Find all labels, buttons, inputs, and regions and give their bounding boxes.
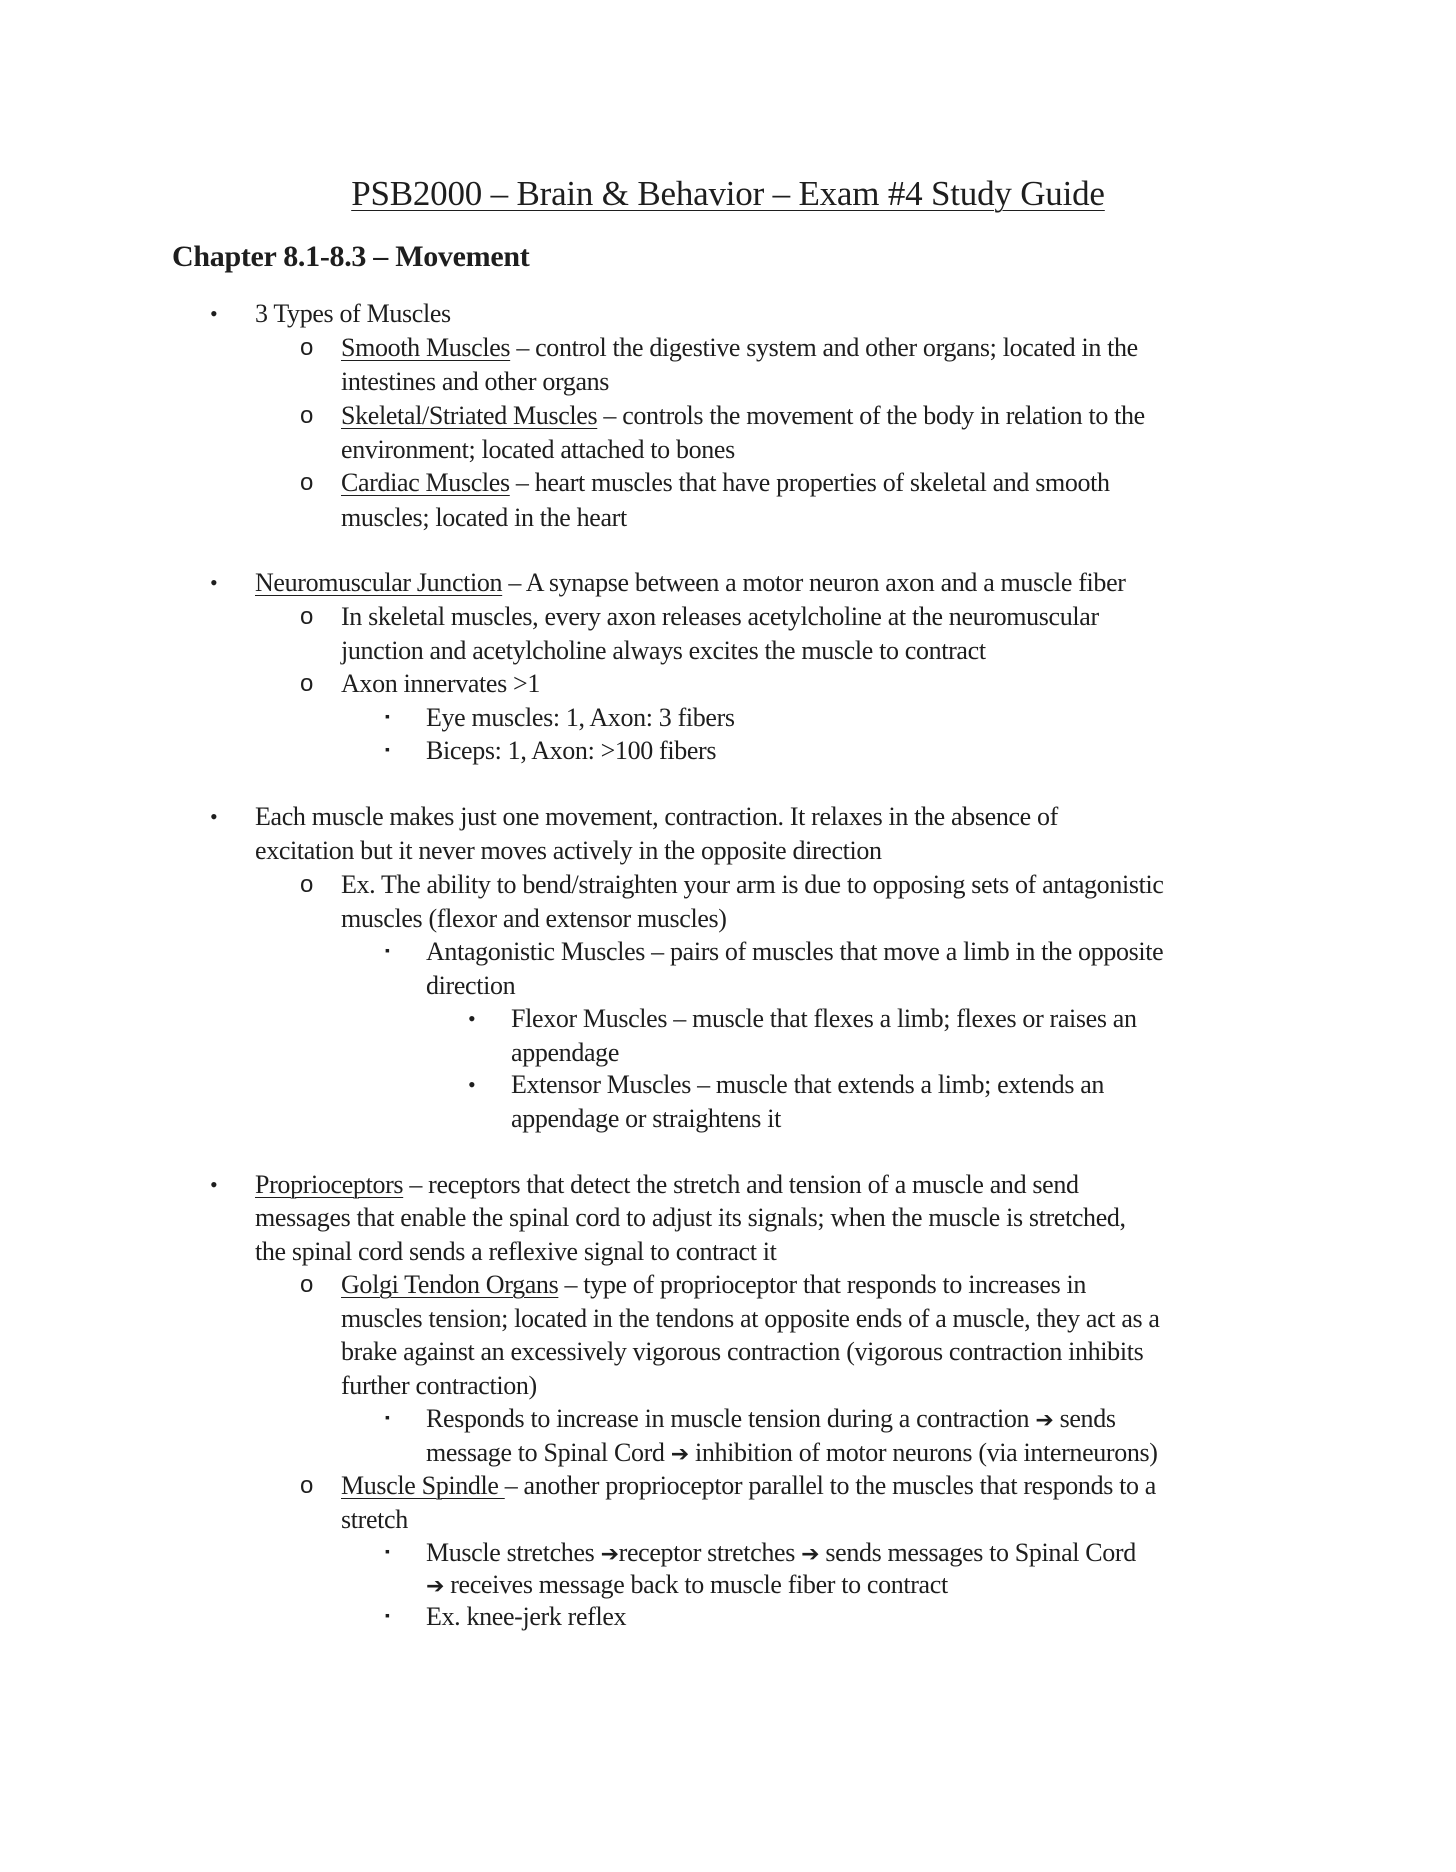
bullet-level2: o bbox=[300, 670, 314, 697]
bullet-level2: o bbox=[300, 603, 314, 630]
arrow-right-icon: ➔ bbox=[600, 1542, 619, 1567]
list-item-continuation: muscles (flexor and extensor muscles) bbox=[341, 904, 727, 933]
bullet-level3: ▪ bbox=[385, 1411, 390, 1426]
term-smooth-muscles: Smooth Muscles bbox=[341, 333, 511, 362]
text: – another proprioceptor parallel to the muscles that responds to a bbox=[504, 1471, 1157, 1500]
chapter-heading: Chapter 8.1-8.3 – Movement bbox=[172, 240, 530, 273]
term-cardiac-muscles: Cardiac Muscles bbox=[341, 468, 510, 497]
bullet-level2: o bbox=[300, 1271, 314, 1298]
list-item-continuation: the spinal cord sends a reflexive signal to contract it bbox=[255, 1237, 777, 1266]
list-item-knee-jerk: Ex. knee-jerk reflex bbox=[426, 1602, 627, 1631]
text: – control the digestive system and other organs; located in the bbox=[510, 333, 1138, 362]
text: Responds to increase in muscle tension during a contraction bbox=[426, 1404, 1036, 1433]
list-item-muscle-types: 3 Types of Muscles bbox=[255, 299, 451, 328]
term-golgi-tendon-organs: Golgi Tendon Organs bbox=[341, 1270, 559, 1299]
list-item-smooth-muscles bbox=[341, 331, 1138, 365]
bullet-level1: • bbox=[210, 301, 218, 326]
text: sends messages to Spinal Cord bbox=[819, 1538, 1136, 1567]
text: Muscle stretches bbox=[426, 1538, 601, 1567]
bullet-level3: ▪ bbox=[385, 710, 390, 725]
term-skeletal-muscles: Skeletal/Striated Muscles bbox=[341, 401, 598, 430]
term-neuromuscular-junction: Neuromuscular Junction bbox=[255, 568, 503, 597]
list-item-cardiac-muscles bbox=[341, 466, 1110, 500]
list-item-eye-muscles: Eye muscles: 1, Axon: 3 fibers bbox=[426, 703, 735, 732]
bullet-level4: • bbox=[468, 1072, 476, 1097]
list-item-acetylcholine: In skeletal muscles, every axon releases acetylcholine at the neuromuscular bbox=[341, 602, 1099, 631]
list-item-golgi-tendon-organs bbox=[341, 1268, 1086, 1302]
text: – controls the movement of the body in relation to the bbox=[597, 401, 1145, 430]
list-item-antagonistic-muscles: Antagonistic Muscles – pairs of muscles that move a limb in the opposite bbox=[426, 937, 1164, 966]
list-item-continuation: appendage bbox=[511, 1038, 620, 1067]
list-item-continuation bbox=[426, 1436, 1158, 1472]
list-item-skeletal-muscles bbox=[341, 399, 1145, 433]
list-item-continuation: stretch bbox=[341, 1505, 408, 1534]
text: sends bbox=[1053, 1404, 1116, 1433]
arrow-right-icon: ➔ bbox=[801, 1542, 820, 1567]
list-item-continuation: excitation but it never moves actively in the opposite direction bbox=[255, 836, 882, 865]
list-item-golgi-response bbox=[426, 1402, 1116, 1438]
list-item-continuation: intestines and other organs bbox=[341, 367, 610, 396]
arrow-right-icon: ➔ bbox=[670, 1442, 689, 1467]
text: message to Spinal Cord bbox=[426, 1438, 671, 1467]
list-item-axon-innervates: Axon innervates >1 bbox=[341, 669, 540, 698]
bullet-level4: • bbox=[468, 1006, 476, 1031]
list-item-proprioceptors bbox=[255, 1168, 1079, 1202]
bullet-level2: o bbox=[300, 469, 314, 496]
text: – type of proprioceptor that responds to increases in bbox=[558, 1270, 1087, 1299]
bullet-level1: • bbox=[210, 1172, 218, 1197]
text: receptor stretches bbox=[618, 1538, 802, 1567]
bullet-level2: o bbox=[300, 871, 314, 898]
term-proprioceptors: Proprioceptors bbox=[255, 1170, 404, 1199]
list-item-continuation: muscles; located in the heart bbox=[341, 503, 627, 532]
list-item-continuation bbox=[426, 1568, 948, 1604]
text: receives message back to muscle fiber to contract bbox=[444, 1570, 948, 1599]
list-item-arm-example: Ex. The ability to bend/straighten your arm is due to opposing sets of antagonistic bbox=[341, 870, 1164, 899]
bullet-level3: ▪ bbox=[385, 944, 390, 959]
list-item-muscle-spindle bbox=[341, 1469, 1156, 1503]
arrow-right-icon: ➔ bbox=[1035, 1408, 1054, 1433]
list-item-continuation: direction bbox=[426, 971, 516, 1000]
bullet-level2: o bbox=[300, 334, 314, 361]
list-item-neuromuscular-junction bbox=[255, 566, 1126, 600]
list-item-continuation: further contraction) bbox=[341, 1371, 537, 1400]
list-item-continuation: appendage or straightens it bbox=[511, 1104, 781, 1133]
list-item-single-movement: Each muscle makes just one movement, contraction. It relaxes in the absence of bbox=[255, 802, 1058, 831]
list-item-biceps: Biceps: 1, Axon: >100 fibers bbox=[426, 736, 717, 765]
list-item-continuation: environment; located attached to bones bbox=[341, 435, 735, 464]
bullet-level3: ▪ bbox=[385, 1545, 390, 1560]
bullet-level2: o bbox=[300, 402, 314, 429]
text: – heart muscles that have properties of skeletal and smooth bbox=[509, 468, 1110, 497]
list-item-continuation: junction and acetylcholine always excites the muscle to contract bbox=[341, 636, 986, 665]
bullet-level1: • bbox=[210, 570, 218, 595]
text: – receptors that detect the stretch and tension of a muscle and send bbox=[403, 1170, 1079, 1199]
bullet-level3: ▪ bbox=[385, 743, 390, 758]
bullet-level1: • bbox=[210, 804, 218, 829]
bullet-level2: o bbox=[300, 1472, 314, 1499]
term-muscle-spindle: Muscle Spindle bbox=[341, 1471, 505, 1500]
list-item-extensor-muscles: Extensor Muscles – muscle that extends a limb; extends an bbox=[511, 1070, 1105, 1099]
list-item-flexor-muscles: Flexor Muscles – muscle that flexes a limb; flexes or raises an bbox=[511, 1004, 1137, 1033]
text: – A synapse between a motor neuron axon and a muscle fiber bbox=[502, 568, 1126, 597]
text: inhibition of motor neurons (via interneurons) bbox=[688, 1438, 1158, 1467]
list-item-continuation: messages that enable the spinal cord to adjust its signals; when the muscle is stretched, bbox=[255, 1203, 1126, 1232]
arrow-right-icon: ➔ bbox=[426, 1574, 445, 1599]
list-item-spindle-sequence bbox=[426, 1536, 1136, 1572]
bullet-level3: ▪ bbox=[385, 1609, 390, 1624]
list-item-continuation: brake against an excessively vigorous contraction (vigorous contraction inhibits bbox=[341, 1337, 1144, 1366]
page-title: PSB2000 – Brain & Behavior – Exam #4 Study Guide bbox=[351, 174, 1105, 213]
list-item-continuation: muscles tension; located in the tendons at opposite ends of a muscle, they act as a bbox=[341, 1304, 1160, 1333]
